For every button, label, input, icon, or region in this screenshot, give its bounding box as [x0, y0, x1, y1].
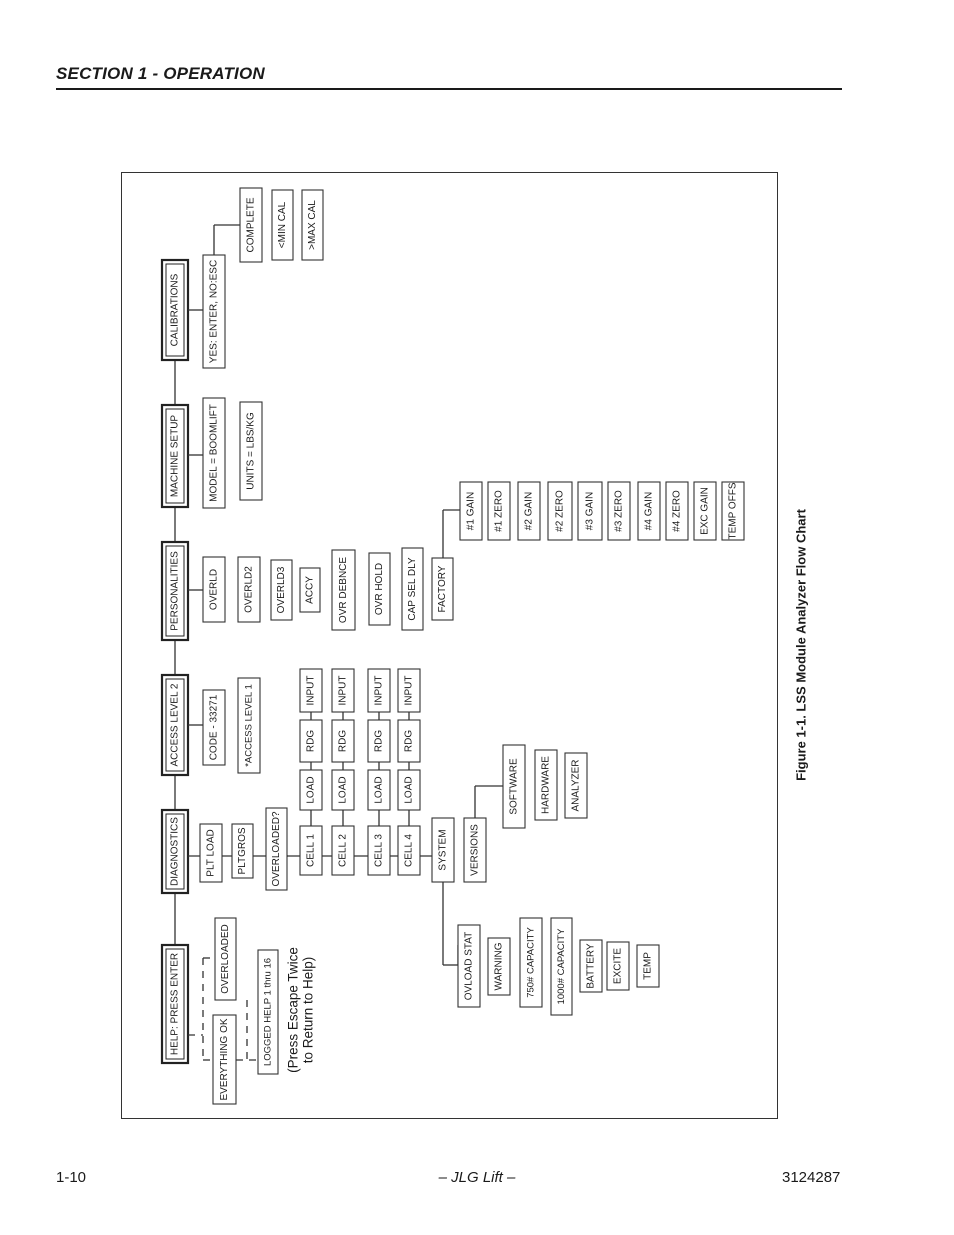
- diagnostics-menu-box-label: DIAGNOSTICS: [169, 817, 181, 886]
- cell-3-box-label: CELL 3: [373, 834, 385, 867]
- versions-box: [464, 818, 486, 882]
- help-menu-box-label: HELP: PRESS ENTER: [169, 952, 181, 1056]
- factory-3-gain-box-label: #3 GAIN: [584, 491, 596, 531]
- cell-2-rdg-box-label: RDG: [337, 729, 349, 753]
- factory-1-zero-box-label: #1 ZERO: [493, 490, 505, 532]
- battery-box-label: BATTERY: [585, 943, 597, 989]
- temp-box-label: TEMP: [642, 952, 654, 980]
- battery-box: [580, 940, 602, 992]
- document-number: 3124287: [782, 1169, 841, 1186]
- cell-3-input-box-label: INPUT: [373, 675, 385, 706]
- plt-load-box-label: PLT LOAD: [205, 829, 217, 877]
- cell-1-box-label: CELL 1: [305, 834, 317, 867]
- access-level-1-box: [238, 678, 260, 773]
- section-title: SECTION 1 - OPERATION: [56, 64, 265, 83]
- personality-ovr-hold-box: [369, 553, 390, 625]
- personality-overld3-box-label: OVERLD3: [276, 566, 287, 614]
- access-level-2-menu-box-label: ACCESS LEVEL 2: [169, 683, 181, 767]
- personality-cap-sel-dly-box-label: CAP SEL DLY: [407, 557, 418, 621]
- 750-capacity-box-label: 750# CAPACITY: [525, 927, 537, 998]
- page-number: 1-10: [56, 1169, 87, 1186]
- machine-setup-menu-box: [162, 405, 188, 507]
- units-lbs-kg-box: [240, 402, 262, 500]
- factory-1-zero-box: [488, 482, 510, 540]
- ovload-stat-box: [458, 925, 480, 1007]
- cell-4-rdg-box: [398, 720, 420, 762]
- cell-2-rdg-box: [332, 720, 354, 762]
- escape-note-line-2: to Return to Help): [300, 956, 316, 1064]
- factory-1-gain-box: [460, 482, 482, 540]
- cell-3-box: [368, 826, 390, 875]
- personalities-menu-box-label: PERSONALITIES: [169, 551, 181, 631]
- code-box: [203, 690, 225, 765]
- cell-4-box: [398, 826, 420, 875]
- factory-1-gain-box-label: #1 GAIN: [465, 491, 477, 531]
- factory-3-zero-box: [608, 482, 630, 540]
- warning-box-label: WARNING: [493, 942, 505, 991]
- personality-overld-box-label: OVERLD: [208, 568, 220, 611]
- system-box: [432, 818, 454, 882]
- cell-3-load-box-label: LOAD: [373, 776, 385, 804]
- min-cal-box-label: <MIN CAL: [277, 201, 288, 249]
- software-box: [503, 745, 525, 828]
- diagnostics-menu-box: [162, 810, 188, 893]
- figure-caption: Figure 1-1. LSS Module Analyzer Flow Chart: [793, 509, 809, 781]
- cell-2-input-box-label: INPUT: [337, 675, 349, 706]
- cell-1-rdg-box: [300, 720, 322, 762]
- overloaded-question-box: [266, 808, 287, 890]
- personality-accy-box: [300, 568, 320, 612]
- help-menu-box: [162, 945, 188, 1063]
- factory-4-zero-box: [666, 482, 688, 540]
- cell-4-input-box: [398, 669, 420, 712]
- warning-box: [488, 938, 510, 995]
- plt-load-box: [200, 824, 222, 882]
- personality-factory-box-label: FACTORY: [437, 565, 448, 613]
- min-cal-box: [272, 190, 293, 260]
- everything-ok-box-label: EVERYTHING OK: [219, 1018, 230, 1101]
- temp-box: [637, 945, 659, 987]
- logged-help-box: [258, 950, 278, 1074]
- personality-overld-box: [203, 557, 225, 622]
- factory-3-gain-box: [578, 482, 602, 540]
- factory-4-gain-box-label: #4 GAIN: [643, 491, 655, 531]
- 1000-capacity-box-label: 1000# CAPACITY: [556, 928, 567, 1005]
- cell-2-box: [332, 826, 354, 875]
- cell-4-load-box-label: LOAD: [403, 776, 415, 804]
- factory-3-zero-box-label: #3 ZERO: [613, 490, 625, 532]
- units-lbs-kg-box-label: UNITS = LBS/KG: [245, 412, 257, 490]
- personality-cap-sel-dly-box: [402, 548, 423, 630]
- personality-factory-box: [432, 558, 453, 620]
- logged-help-box-label: LOGGED HELP 1 thru 16: [262, 957, 274, 1067]
- 750-capacity-box: [520, 918, 542, 1007]
- max-cal-box-label: >MAX CAL: [307, 200, 318, 250]
- model-boomlift-box: [203, 398, 225, 508]
- yes-enter-no-esc-box: [203, 255, 225, 368]
- factory-2-zero-box: [548, 482, 572, 540]
- factory-4-zero-box-label: #4 ZERO: [671, 490, 683, 532]
- cell-2-load-box-label: LOAD: [337, 776, 349, 804]
- code-box-label: CODE - 33271: [208, 694, 220, 761]
- excite-box-label: EXCITE: [612, 947, 624, 985]
- cell-1-box: [300, 826, 322, 875]
- personality-overld3-box: [271, 560, 292, 620]
- everything-ok-box: [213, 1015, 236, 1104]
- hardware-box: [535, 750, 557, 820]
- system-box-label: SYSTEM: [437, 829, 449, 871]
- ovload-stat-box-label: OVLOAD STAT: [463, 931, 475, 1001]
- cell-3-load-box: [368, 770, 390, 810]
- cell-2-box-label: CELL 2: [337, 834, 349, 867]
- factory-2-gain-box-label: #2 GAIN: [523, 491, 535, 531]
- cell-4-box-label: CELL 4: [403, 834, 415, 867]
- cell-4-rdg-box-label: RDG: [403, 729, 415, 753]
- analyzer-box-label: ANALYZER: [570, 759, 582, 812]
- personality-ovr-hold-box-label: OVR HOLD: [374, 562, 385, 616]
- cell-4-input-box-label: INPUT: [403, 675, 415, 706]
- factory-4-gain-box: [638, 482, 660, 540]
- personalities-menu-box: [162, 542, 188, 640]
- 1000-capacity-box: [551, 918, 572, 1015]
- factory-temp-offs-box-label: TEMP OFFS: [727, 482, 739, 540]
- cell-1-rdg-box-label: RDG: [305, 729, 317, 753]
- pltgros-box-label: PLTGROS: [237, 827, 248, 875]
- cell-4-load-box: [398, 770, 420, 810]
- cell-1-load-box-label: LOAD: [305, 776, 317, 804]
- cell-2-load-box: [332, 770, 354, 810]
- factory-exc-gain-box-label: EXC GAIN: [699, 487, 711, 535]
- cell-3-rdg-box: [368, 720, 390, 762]
- overloaded-box: [215, 918, 236, 1000]
- access-level-2-menu-box: [162, 675, 188, 775]
- calibrations-menu-box: [162, 260, 188, 360]
- factory-2-gain-box: [518, 482, 540, 540]
- access-level-1-box-label: *ACCESS LEVEL 1: [243, 684, 255, 767]
- personality-overld2-box: [238, 557, 260, 622]
- machine-setup-menu-box-label: MACHINE SETUP: [169, 414, 181, 498]
- factory-exc-gain-box: [694, 482, 716, 540]
- model-boomlift-box-label: MODEL = BOOMLIFT: [208, 404, 220, 502]
- footer-publisher: – JLG Lift –: [438, 1169, 516, 1186]
- cell-1-input-box-label: INPUT: [305, 675, 317, 706]
- excite-box: [607, 942, 629, 990]
- cell-1-input-box: [300, 669, 322, 712]
- software-box-label: SOFTWARE: [508, 758, 520, 815]
- personality-overld2-box-label: OVERLD2: [243, 566, 255, 613]
- factory-2-zero-box-label: #2 ZERO: [554, 490, 566, 532]
- analyzer-box: [565, 753, 587, 818]
- overloaded-question-box-label: OVERLOADED?: [271, 811, 282, 887]
- factory-temp-offs-box: [722, 482, 744, 540]
- personality-accy-box-label: ACCY: [304, 576, 316, 604]
- overloaded-box-label: OVERLOADED: [220, 924, 231, 994]
- personality-ovr-debnce-box-label: OVR DEBNCE: [338, 556, 349, 624]
- max-cal-box: [302, 190, 323, 260]
- personality-ovr-debnce-box: [332, 550, 355, 630]
- versions-box-label: VERSIONS: [469, 824, 481, 876]
- cell-3-input-box: [368, 669, 390, 712]
- yes-enter-no-esc-box-label: YES: ENTER, NO:ESC: [208, 259, 220, 364]
- complete-box-label: COMPLETE: [245, 197, 257, 253]
- escape-note-line-1: (Press Escape Twice: [285, 947, 301, 1073]
- calibrations-menu-box-label: CALIBRATIONS: [169, 273, 181, 347]
- pltgros-box: [232, 824, 253, 878]
- cell-3-rdg-box-label: RDG: [373, 729, 385, 753]
- complete-box: [240, 188, 262, 262]
- cell-1-load-box: [300, 770, 322, 810]
- cell-2-input-box: [332, 669, 354, 712]
- hardware-box-label: HARDWARE: [540, 756, 552, 814]
